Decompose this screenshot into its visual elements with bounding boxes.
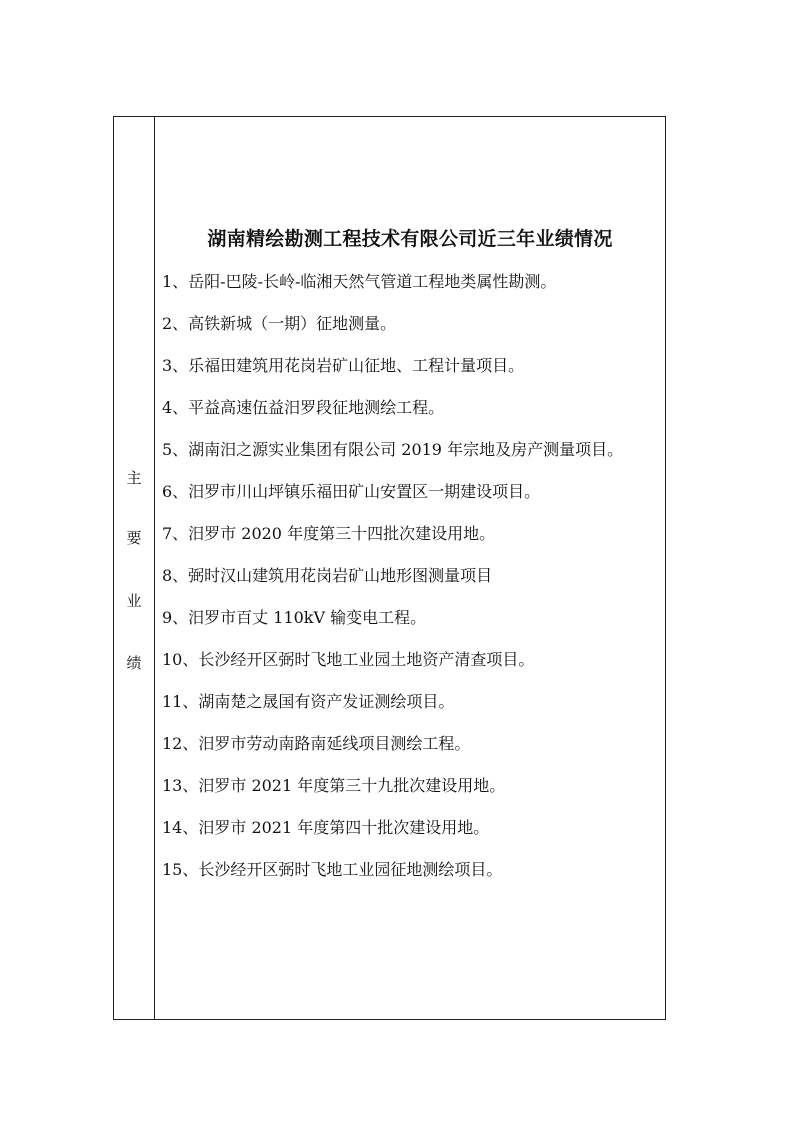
side-label-char: 主 <box>126 469 142 487</box>
side-label-char: 绩 <box>126 654 142 672</box>
list-item: 12、汨罗市劳动南路南延线项目测绘工程。 <box>162 734 471 753</box>
list-item: 7、汨罗市 2020 年度第三十四批次建设用地。 <box>162 524 496 543</box>
list-item: 8、弼时汉山建筑用花岗岩矿山地形图测量项目 <box>162 566 493 585</box>
list-item: 10、长沙经开区弼时飞地工业园土地资产清查项目。 <box>162 650 535 669</box>
list-item: 4、平益高速伍益汨罗段征地测绘工程。 <box>162 398 445 417</box>
list-item: 2、高铁新城（一期）征地测量。 <box>162 314 397 333</box>
side-label-column <box>114 117 155 1019</box>
side-label-char: 要 <box>126 529 142 547</box>
side-label-char: 业 <box>126 592 142 610</box>
list-item: 15、长沙经开区弼时飞地工业园征地测绘项目。 <box>162 860 503 879</box>
list-item: 13、汨罗市 2021 年度第三十九批次建设用地。 <box>162 776 506 795</box>
performance-table <box>113 116 666 1020</box>
list-item: 3、乐福田建筑用花岗岩矿山征地、工程计量项目。 <box>162 356 525 375</box>
list-item: 5、湖南汨之源实业集团有限公司 2019 年宗地及房产测量项目。 <box>162 440 624 459</box>
list-item: 9、汨罗市百丈 110kV 输变电工程。 <box>162 608 427 627</box>
list-item: 14、汨罗市 2021 年度第四十批次建设用地。 <box>162 818 490 837</box>
project-list <box>162 261 659 891</box>
list-item: 6、汨罗市川山坪镇乐福田矿山安置区一期建设项目。 <box>162 482 541 501</box>
page-title: 湖南精绘勘测工程技术有限公司近三年业绩情况 <box>207 228 613 250</box>
list-item: 1、岳阳-巴陵-长岭-临湘天然气管道工程地类属性勘测。 <box>162 272 557 291</box>
content-cell <box>155 117 665 1019</box>
list-item: 11、湖南楚之晟国有资产发证测绘项目。 <box>162 692 455 711</box>
